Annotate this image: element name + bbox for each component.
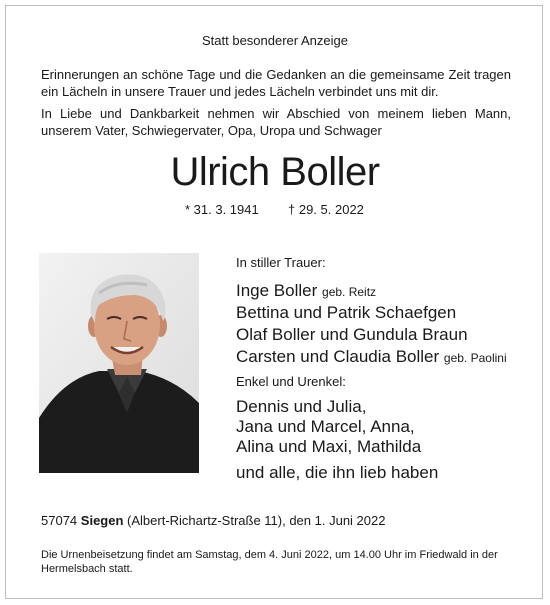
portrait-illustration xyxy=(39,253,199,473)
maiden-name: geb. Paolini xyxy=(443,351,507,365)
family-name: Inge Boller xyxy=(236,281,318,300)
city: Siegen xyxy=(80,513,124,528)
family-member xyxy=(236,302,456,323)
intro-farewell xyxy=(41,105,511,139)
maiden-name: geb. Reitz xyxy=(322,285,377,299)
family-member xyxy=(236,280,376,303)
burial-info: Die Urnenbeisetzung findet am Samstag, dem 4. Juni 2022, um 14.00 Uhr im Friedwald in der Hermelsbach statt. xyxy=(41,549,498,575)
grandchild-line: Dennis und Julia, xyxy=(236,397,367,416)
family-name: Olaf Boller und Gundula Braun xyxy=(236,325,468,344)
portrait-photo xyxy=(39,253,199,473)
death-date: † 29. 5. 2022 xyxy=(288,202,364,217)
grandchildren-heading: Enkel und Urenkel: xyxy=(236,374,346,389)
intro-quote: Erinnerungen an schöne Tage und die Gedanken an die gemeinsame Zeit tragen ein Lächeln in unsere Trauer und jedes Lächeln verbindet uns mit dir. xyxy=(41,67,511,99)
grandchild-line: Jana und Marcel, Anna, xyxy=(236,417,415,436)
address-and-date: (Albert-Richartz-Straße 11), den 1. Juni 2022 xyxy=(127,513,386,528)
family-name: Bettina und Patrik Schaefgen xyxy=(236,303,457,322)
family-name: Carsten und Claudia Boller xyxy=(236,347,440,366)
mourners-heading: In stiller Trauer: xyxy=(236,255,326,270)
deceased-name: Ulrich Boller xyxy=(170,150,380,194)
family-member xyxy=(236,324,468,345)
grandchild-line: Alina und Maxi, Mathilda xyxy=(236,437,422,456)
notice-header: Statt besonderer Anzeige xyxy=(202,33,348,48)
farewell-line-2: unserem Vater, Schwiegervater, Opa, Uropa und Schwager xyxy=(41,123,382,138)
farewell-line-1: In Liebe und Dankbarkeit nehmen wir Abschied von meinem lieben Mann, xyxy=(41,106,511,121)
address-line xyxy=(41,513,385,528)
closing-line: und alle, die ihn lieb haben xyxy=(236,463,439,482)
postal-code: 57074 xyxy=(41,513,78,528)
birth-date: * 31. 3. 1941 xyxy=(185,202,259,217)
family-member xyxy=(236,346,507,369)
